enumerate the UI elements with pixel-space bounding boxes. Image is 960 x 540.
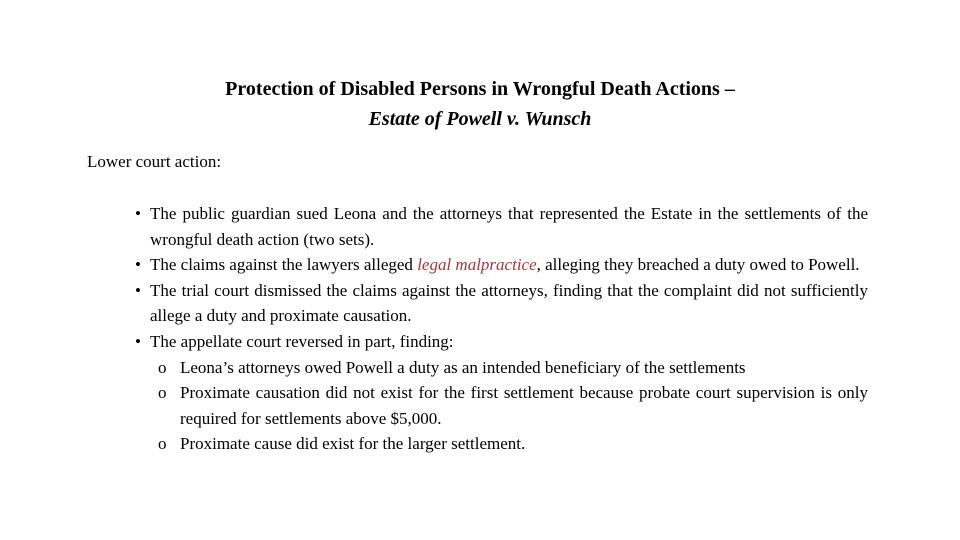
bullet-list [132,201,868,457]
title-line-2-case-name: Estate of Powell v. Wunsch [368,108,592,130]
bullet-marker: • [135,204,141,223]
bullet-marker: • [135,331,141,351]
legal-malpractice-highlight: legal malpractice [417,255,537,275]
bullet-marker: • [135,255,141,275]
sub-bullet-text: Proximate causation did not exist for the first settlement because probate court supervision is only required for settlements above $5,000. [180,383,868,428]
sub-bullet-text: Leona’s attorneys owed Powell a duty as an intended beneficiary of the settlements [180,357,746,377]
sub-bullet-marker: o [158,357,167,377]
bullet-text-pre: The claims against the lawyers alleged [150,255,418,275]
sub-bullet-text: Proximate cause did exist for the larger settlement. [180,434,526,454]
bullet-text: The public guardian sued Leona and the attorneys that represented the Estate in the settlements of the wrongful death action (two sets). [150,204,868,249]
bullet-text: The appellate court reversed in part, finding: [150,331,454,351]
bullet-marker: • [135,280,141,300]
title-line-1: Protection of Disabled Persons in Wrongful Death Actions – [225,78,735,100]
bullet-item [132,252,868,278]
sub-bullet-marker: o [158,434,167,454]
bullet-text-post: , alleging they breached a duty owed to Powell. [536,255,860,275]
sub-bullet-item [158,380,868,431]
sub-bullet-list [158,355,868,457]
bullet-item [132,278,868,329]
sub-bullet-marker: o [158,383,167,403]
bullet-text: The trial court dismissed the claims against the attorneys, finding that the complaint did not sufficiently allege a duty and proximate causation. [150,280,868,326]
sub-bullet-item [158,355,868,381]
bullet-item [132,329,868,457]
bullet-item [132,201,868,252]
slide-title [0,74,960,134]
sub-bullet-item [158,431,868,457]
intro-text: Lower court action: [87,152,222,171]
